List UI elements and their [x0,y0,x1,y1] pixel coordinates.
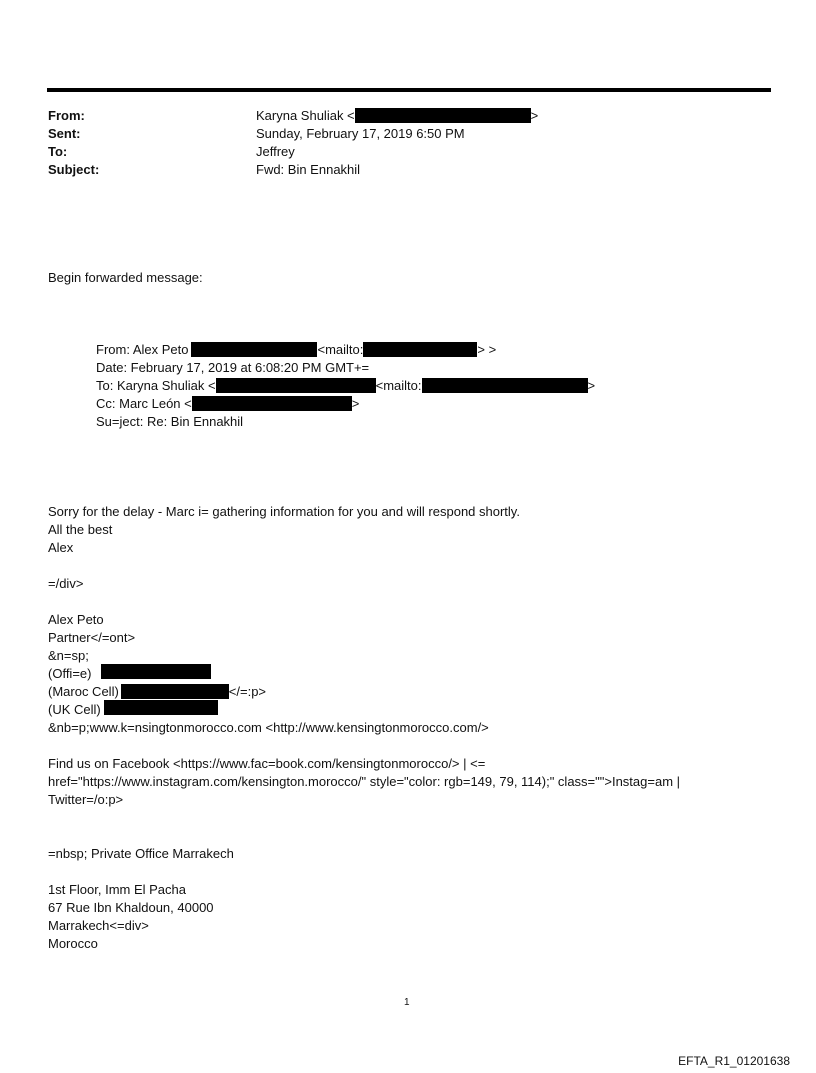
from-close: > [530,108,539,123]
redaction-block [192,396,352,411]
sent-value: Sunday, February 17, 2019 6:50 PM [256,126,465,141]
bates-number: EFTA_R1_01201638 [678,1054,790,1068]
sent-row [48,125,81,143]
address-line: Marrakech<=div> [48,918,149,933]
from-name: Karyna Shuliak < [256,108,355,123]
fwd-to-close: > [587,378,596,393]
to-row [48,143,67,161]
fwd-date-line: Date: February 17, 2019 at 6:08:20 PM GMT+= [96,360,370,375]
signature-maroc [48,683,266,701]
sent-label: Sent: [48,126,81,141]
forward-intro: Begin forwarded message: [48,270,203,285]
redaction-block [101,664,211,679]
fwd-to-prefix: To: Karyna Shuliak < [96,378,216,393]
signature-uk [48,701,101,719]
subject-label: Subject: [48,162,100,177]
signature-web: &nb=p;www.k=nsingtonmorocco.com <http://www.kensingtonmorocco.com/> [48,720,489,735]
from-label: From: [48,108,85,123]
body-line: Alex [48,540,74,555]
address-line: 67 Rue Ibn Khaldoun, 40000 [48,900,214,915]
to-label: To: [48,144,68,159]
fwd-cc-line [96,395,359,413]
from-value [256,107,538,125]
redaction-block [104,700,218,715]
body-line: All the best [48,522,113,537]
address-line: Morocco [48,936,98,951]
redaction-block [422,378,588,393]
fwd-to-mailto: <mailto: [375,378,422,393]
uk-label: (UK Cell) [48,702,101,717]
redaction-block [121,684,229,699]
redaction-block [216,378,376,393]
fwd-from-line [96,341,496,359]
subject-row [48,161,99,179]
signature-social: Find us on Facebook <https://www.fac=book.com/kensingtonmorocco/> | <= [48,756,486,771]
fwd-cc-close: > [351,396,360,411]
signature-social: href="https://www.instagram.com/kensington.morocco/" style="color: rgb=149, 79, 114);" class="">Instag=am | [48,774,681,789]
body-line: Sorry for the delay - Marc i= gathering information for you and will respond shortly. [48,504,520,519]
subject-value: Fwd: Bin Ennakhil [256,162,361,177]
body-line: =/div> [48,576,84,591]
redaction-block [355,108,531,123]
signature-name: Alex Peto [48,612,104,627]
fwd-from-prefix: From: Alex Peto [96,342,189,357]
signature-social: Twitter=/o:p> [48,792,124,807]
header-rule [47,88,771,92]
maroc-tail: </=:p> [228,684,267,699]
redaction-block [363,342,477,357]
fwd-from-mailto: <mailto: [317,342,364,357]
fwd-subject-line: Su=ject: Re: Bin Ennakhil [96,414,244,429]
signature-title: Partner</=ont> [48,630,136,645]
from-row [48,107,85,125]
page-number: 1 [404,997,410,1008]
redaction-block [191,342,317,357]
fwd-cc-prefix: Cc: Marc León < [96,396,192,411]
signature-line: &n=sp; [48,648,89,663]
office-label: (Offi=e) [48,666,92,681]
office-name: =nbsp; Private Office Marrakech [48,846,234,861]
signature-office [48,665,91,683]
fwd-to-line [96,377,595,395]
to-value: Jeffrey [256,144,295,159]
fwd-from-close: > > [477,342,497,357]
address-line: 1st Floor, Imm El Pacha [48,882,186,897]
maroc-label: (Maroc Cell) [48,684,119,699]
